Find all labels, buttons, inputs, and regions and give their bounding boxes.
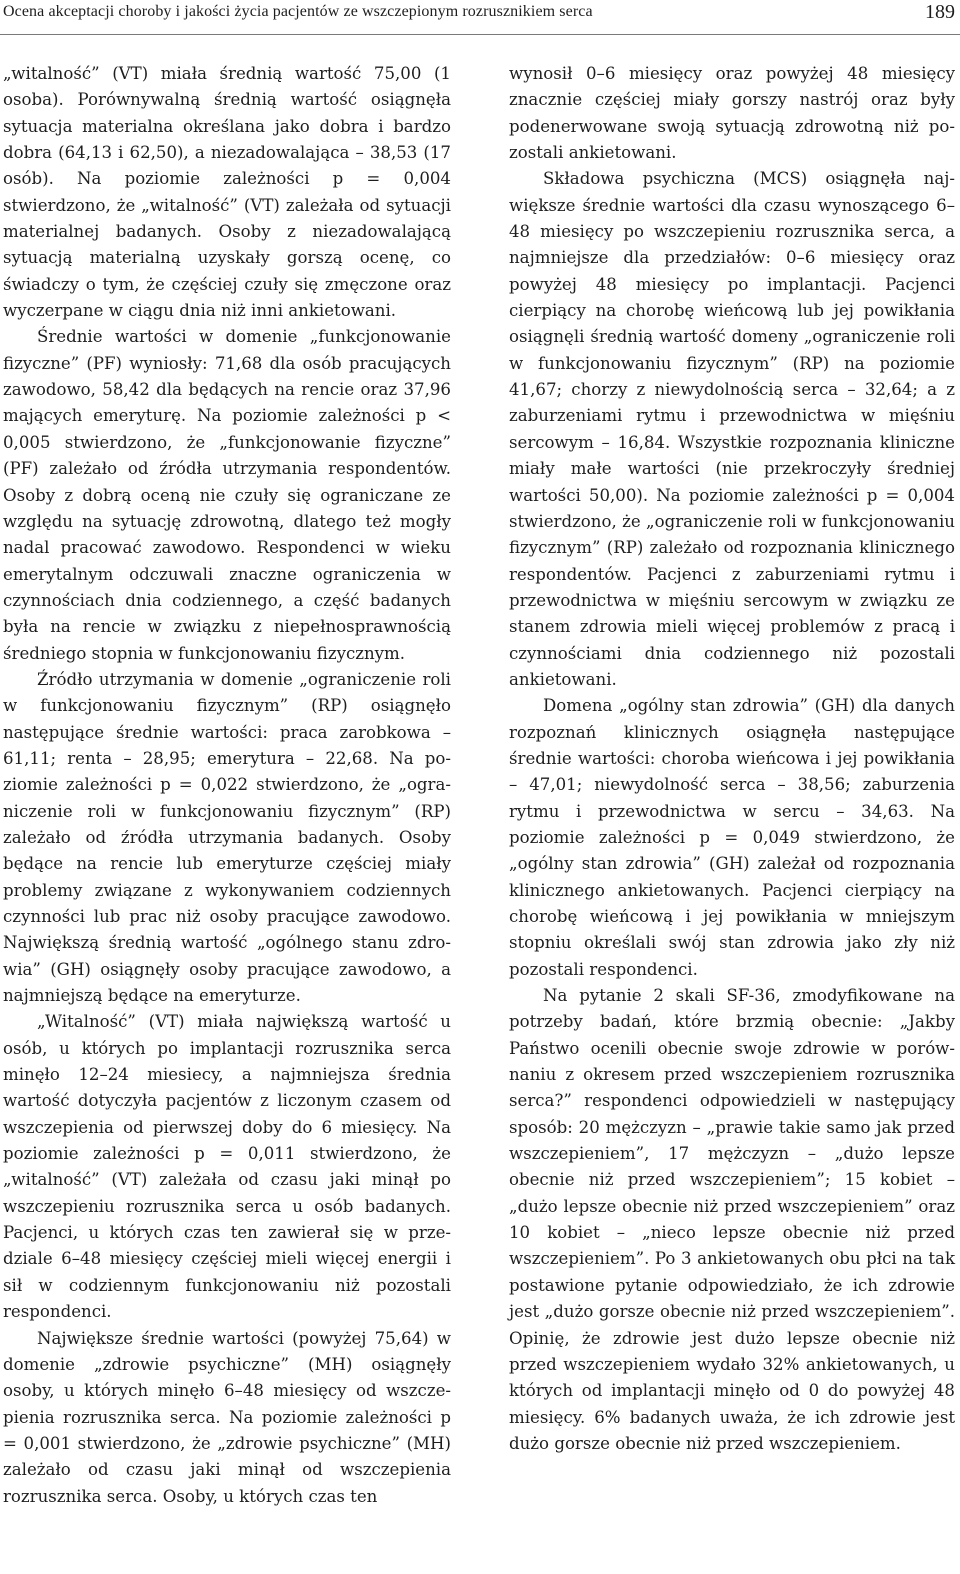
paragraph: Na pytanie 2 skali SF-36, zmodyfikowane na potrzeby badań, które brzmią obecnie: „Jakby Państwo ocenili obecnie swoje zdrowie w porównaniu z okresem przed wszczepieniem rozrusznika serca?” respondenci odpowiedzieli w następujący sposób: 20 mężczyzn – „prawie takie samo jak przed wszczepieniem”, 17 mężczyzn – „dużo lepsze obecnie niż przed wszczepieniem”; 15 kobiet – „dużo lepsze obecnie niż przed wszczepieniem” oraz 10 kobiet – „nieco lepsze obecnie niż przed wszczepieniem”. Po 3 ankietowanych obu płci na tak postawione pytanie odpowiedziało, że ich zdrowie jest „dużo gorsze obecnie niż przed wszczepieniem”. Opinię, że zdrowie jest dużo lepsze obecnie niż przed wszczepieniem wydało 32% ankietowanych, u których od implantacji minęło od 0 do powyżej 48 miesięcy. 6% badanych uważa, że ich zdrowie jest dużo gorsze obecnie niż przed wszczepieniem.	[509, 986, 955, 1453]
paragraph: Średnie wartości w domenie „funkcjonowanie fizyczne” (PF) wyniosły: 71,68 dla osób pracujących zawodowo, 58,42 dla będących na rencie oraz 37,96 mających emeryturę. Na poziomie zależności p < 0,005 stwierdzono, że „funkcjonowanie fizyczne” (PF) zależało od źródła utrzymania respondentów. Osoby z dobrą oceną nie czuły się ograniczane ze względu na sytuację zdrowotną, dlatego też mogły nadal pracować zawodowo. Respondenci w wieku emerytalnym odczuwali znaczne ograniczenia w czynnościach dnia codziennego, a część badanych była na rencie w związku z niepełnosprawnością średniego stopnia w funkcjonowaniu fizycznym.	[3, 327, 451, 663]
right-column	[509, 61, 955, 1457]
paragraph: „Witalność” (VT) miała największą wartość u osób, u których po implantacji rozrusznika serca minęło 12–24 miesiecy, a najmniejsza średnia wartość dotyczyła pacjentów z liczonym czasem od wszczepienia od pierwszej doby do 6 miesięcy. Na poziomie zależności p = 0,011 stwierdzono, że „witalność” (VT) zależała od czasu jaki minął po wszczepieniu rozrusznika serca u osób badanych. Pacjenci, u których czas ten zawierał się w przedziale 6–48 miesięcy częściej mieli więcej energii i sił w codziennym funkcjonowaniu niż pozostali respondenci.	[3, 1012, 451, 1322]
running-title: Ocena akceptacji choroby i jakości życia pacjentów ze wszczepionym rozrusznikiem serca	[3, 3, 593, 20]
paragraph: Składowa psychiczna (MCS) osiągnęła największe średnie wartości dla czasu wynoszącego 6–48 miesięcy po wszczepieniu rozrusznika serca, a najmniejsze dla przedziałów: 0–6 miesięcy oraz powyżej 48 miesięcy po implantacji. Pacjenci cierpiący na chorobę wieńcową lub jej powikłania osiągnęli średnią wartość domeny „ograniczenie roli w funkcjonowaniu fizycznym” (RP) na poziomie 41,67; chorzy z niewydolnością serca – 32,64; a z zaburzeniami rytmu i przewodnictwa w mięśniu sercowym – 16,84. Wszystkie rozpoznania kliniczne miały małe wartości (nie przekroczyły średniej wartości 50,00). Na poziomie zależności p = 0,004 stwierdzono, że „ograniczenie roli w funkcjonowaniu fizycznym” (RP) zależało od rozpoznania klinicznego respondentów. Pacjenci z zaburzeniami rytmu i przewodnictwa w mięśniu sercowym w związku ze stanem zdrowia mieli więcej problemów z pracą i czynnościami dnia codziennego niż pozostali ankietowani.	[509, 169, 955, 689]
page-number: 189	[925, 1, 955, 23]
page-header	[3, 0, 955, 27]
paragraph: „witalność” (VT) miała średnią wartość 75,00 (1 osoba). Porównywalną średnią wartość osiągnęła sytuacja materialna określana jako dobra i bardzo dobra (64,13 i 62,50), a niezadowalająca – 38,53 (17 osób). Na poziomie zależności p = 0,004 stwierdzono, że „witalność” (VT) zależała od sytuacji materialnej badanych. Osoby z niezadowalającą sytuacją materialną uzyskały gorszą ocenę, co świadczy o tym, że częściej czuły się zmęczone oraz wyczerpane w ciągu dnia niż inni ankietowani.	[3, 64, 451, 321]
paragraph: wynosił 0–6 miesięcy oraz powyżej 48 miesięcy znacznie częściej miały gorszy nastrój oraz były podenerwowane swoją sytuacją zdrowotną niż pozostali ankietowani.	[509, 64, 955, 163]
paragraph: Największe średnie wartości (powyżej 75,64) w domenie „zdrowie psychiczne” (MH) osiągnęły osoby, u których minęło 6–48 miesięcy od wszczepienia rozrusznika serca. Na poziomie zależności p = 0,001 stwierdzono, że „zdrowie psychiczne” (MH) zależało od czasu jaki minął od wszczepienia rozrusznika serca. Osoby, u których czas ten	[3, 1328, 451, 1506]
paragraph: Źródło utrzymania w domenie „ograniczenie roli w funkcjonowaniu fizycznym” (RP) osiągnęło następujące średnie wartości: praca zarobkowa – 61,11; renta – 28,95; emerytura – 22,68. Na poziomie zależności p = 0,022 stwierdzono, że „ograniczenie roli w funkcjonowaniu fizycznym” (RP) zależało od źródła utrzymania badanych. Osoby będące na rencie lub emeryturze częściej miały problemy związane z wykonywaniem codziennych czynności lub prac niż osoby pracujące zawodowo. Największą średnią wartość „ogólnego stanu zdrowia” (GH) osiągnęły osoby pracujące zawodowo, a najmniejszą będące na emeryturze.	[3, 669, 451, 1006]
header-rule	[0, 34, 960, 35]
paragraph: Domena „ogólny stan zdrowia” (GH) dla danych rozpoznań klinicznych osiągnęła następujące średnie wartości: choroba wieńcowa i jej powikłania – 47,01; niewydolność serca – 38,56; zaburzenia rytmu i przewodnictwa w sercu – 34,63. Na poziomie zależności p = 0,049 stwierdzono, że „ogólny stan zdrowia” (GH) zależał od rozpoznania klinicznego ankietowanych. Pacjenci cierpiący na chorobę wieńcową i jej powikłania w mniejszym stopniu określali swój stan zdrowia jako zły niż pozostali respondenci.	[509, 696, 955, 979]
left-column	[3, 61, 451, 1510]
